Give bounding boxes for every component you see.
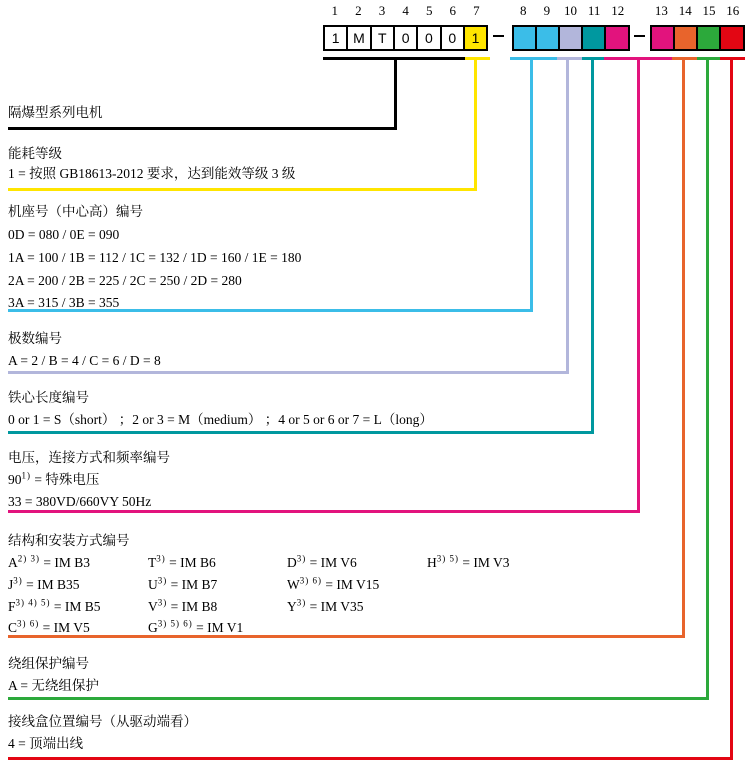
energy-class-rule: [8, 188, 477, 191]
code-box: [558, 27, 581, 49]
footnote-superscript: 3): [157, 575, 168, 586]
poles-underline: [557, 57, 582, 60]
footnote-superscript: 3) 5): [436, 553, 459, 564]
position-number: 15: [702, 3, 716, 18]
code-text: G: [148, 620, 158, 635]
code-box: [652, 27, 673, 49]
position-number: 16: [726, 3, 740, 18]
code-text: = IM V3: [459, 555, 510, 570]
group-separator-dash: [634, 35, 645, 37]
position-number: 2: [355, 3, 362, 18]
frame-size-line: 0D = 080 / 0E = 090: [8, 227, 120, 242]
position-number: 10: [564, 3, 577, 18]
code-text: = IM V5: [39, 620, 90, 635]
energy-class-connector-line: [474, 57, 477, 191]
series-connector-line: [394, 57, 397, 130]
code-box: 0: [416, 27, 439, 49]
mounting-code-cell: [148, 577, 217, 593]
poles-rule: [8, 371, 569, 374]
frame-size-line: 2A = 200 / 2B = 225 / 2C = 250 / 2D = 280: [8, 273, 242, 288]
code-text: = IM V15: [322, 577, 380, 592]
mounting-rule: [8, 635, 685, 638]
code-box: [604, 27, 627, 49]
code-box: [673, 27, 696, 49]
series-rule: [8, 127, 397, 130]
mounting-code-cell: [287, 555, 357, 571]
code-text: = IM B7: [167, 577, 218, 592]
series-title: 隔爆型系列电机: [8, 105, 103, 120]
footnote-superscript: 3): [13, 575, 23, 586]
code-box: [719, 27, 742, 49]
terminal-box-position-line: 4 = 顶端出线: [8, 736, 84, 751]
energy-class-line: 1 = 按照 GB18613-2012 要求，达到能效等级 3 级: [8, 166, 296, 181]
mounting-code-cell: [148, 620, 243, 636]
code-box: T: [370, 27, 393, 49]
mounting-code-cell: [427, 555, 510, 571]
footnote-superscript: 3) 5) 6): [157, 618, 193, 629]
position-number: 13: [654, 3, 668, 18]
code-box: 0: [393, 27, 416, 49]
code-box-group-3: [650, 25, 745, 51]
terminal-box-position-rule: [8, 757, 733, 760]
voltage-connector-line: [637, 57, 640, 513]
frame-size-connector-line: [530, 57, 533, 312]
code-text: H: [427, 555, 437, 570]
core-length-rule: [8, 431, 594, 434]
code-text: = IM V35: [306, 599, 364, 614]
poles-line: A = 2 / B = 4 / C = 6 / D = 8: [8, 353, 161, 368]
frame-size-title: 机座号（中心高）编号: [8, 204, 143, 219]
code-text: J: [8, 577, 14, 592]
code-box: 0: [440, 27, 463, 49]
code-text: = IM B3: [40, 555, 90, 570]
mounting-code-cell: [8, 555, 90, 571]
energy-class-title: 能耗等级: [8, 146, 62, 161]
mounting-code-cell: [8, 599, 101, 615]
code-text: D: [287, 555, 297, 570]
energy-class-underline: [465, 57, 490, 60]
position-number: 7: [473, 3, 480, 18]
position-number: 11: [587, 3, 601, 18]
core-length-line: 0 or 1 = S（short） ；2 or 3 = M（medium） ；4 or 5 or 6 or 7 = L（long）: [8, 412, 433, 427]
winding-protection-title: 绕组保护编号: [8, 656, 89, 671]
mounting-code-cell: [8, 620, 90, 636]
position-number: 5: [425, 3, 433, 18]
code-box: M: [346, 27, 369, 49]
terminal-box-position-connector-line: [730, 57, 733, 760]
mounting-connector-line: [682, 57, 685, 638]
code-text: = IM V1: [192, 620, 244, 635]
code-text: C: [8, 620, 18, 635]
code-box-group-1: [323, 25, 488, 51]
footnote-superscript: 3) 4) 5): [15, 597, 51, 608]
code-text: V: [148, 599, 158, 614]
code-box: 1: [325, 27, 346, 49]
mounting-title: 结构和安装方式编号: [8, 533, 130, 548]
code-box-group-2: [512, 25, 630, 51]
code-text: U: [148, 577, 158, 592]
frame-size-line: 1A = 100 / 1B = 112 / 1C = 132 / 1D = 160 / 1E = 180: [8, 250, 302, 265]
position-number: 3: [378, 3, 386, 18]
footnote-superscript: 3): [296, 553, 307, 564]
core-length-title: 铁心长度编号: [8, 390, 89, 405]
footnote-superscript: 1): [21, 470, 31, 481]
position-number: 9: [543, 3, 551, 18]
code-text: W: [287, 577, 300, 592]
footnote-superscript: 3): [156, 553, 166, 564]
position-number: 6: [449, 3, 457, 18]
code-text: = IM V6: [306, 555, 357, 570]
code-text: = IM B8: [167, 599, 218, 614]
mounting-code-cell: [287, 599, 364, 615]
position-number: 4: [402, 3, 409, 18]
footnote-superscript: 3) 6): [299, 575, 322, 586]
code-box: [535, 27, 558, 49]
group-separator-dash: [493, 35, 504, 37]
winding-protection-rule: [8, 697, 709, 700]
footnote-superscript: 3): [157, 597, 168, 608]
code-text: = IM B6: [165, 555, 216, 570]
voltage-line: 33 = 380VD/660VY 50Hz: [8, 494, 152, 509]
code-box: [696, 27, 719, 49]
code-box: [514, 27, 535, 49]
position-number: 1: [331, 3, 339, 18]
code-text: = IM B5: [50, 599, 101, 614]
frame-size-line: 3A = 315 / 3B = 355: [8, 295, 120, 310]
position-number: 12: [611, 3, 625, 18]
mounting-code-cell: [148, 555, 216, 571]
mounting-code-cell: [148, 599, 217, 615]
footnote-superscript: 3): [296, 597, 307, 608]
poles-title: 极数编号: [8, 331, 62, 346]
code-box: 1: [463, 27, 486, 49]
voltage-title: 电压，连接方式和频率编号: [8, 450, 170, 465]
footnote-superscript: 3) 6): [17, 618, 40, 629]
terminal-box-position-title: 接线盒位置编号（从驱动端看）: [8, 714, 197, 729]
mounting-code-cell: [8, 577, 80, 593]
mounting-code-cell: [287, 577, 379, 593]
position-number: 14: [678, 3, 692, 18]
poles-connector-line: [566, 57, 569, 374]
winding-protection-line: A = 无绕组保护: [8, 678, 99, 693]
frame-size-underline: [510, 57, 557, 60]
code-text: Y: [287, 599, 297, 614]
code-text: A: [8, 555, 18, 570]
voltage-line: [8, 472, 99, 488]
voltage-rule: [8, 510, 640, 513]
code-text: F: [8, 599, 16, 614]
winding-protection-connector-line: [706, 57, 709, 700]
code-box: [581, 27, 604, 49]
footnote-superscript: 2) 3): [17, 553, 40, 564]
position-number: 8: [520, 3, 527, 18]
code-text: = IM B35: [22, 577, 80, 592]
code-text: = 特殊电压: [31, 472, 100, 487]
code-text: T: [148, 555, 157, 570]
code-text: 90: [8, 472, 22, 487]
core-length-connector-line: [591, 57, 594, 434]
